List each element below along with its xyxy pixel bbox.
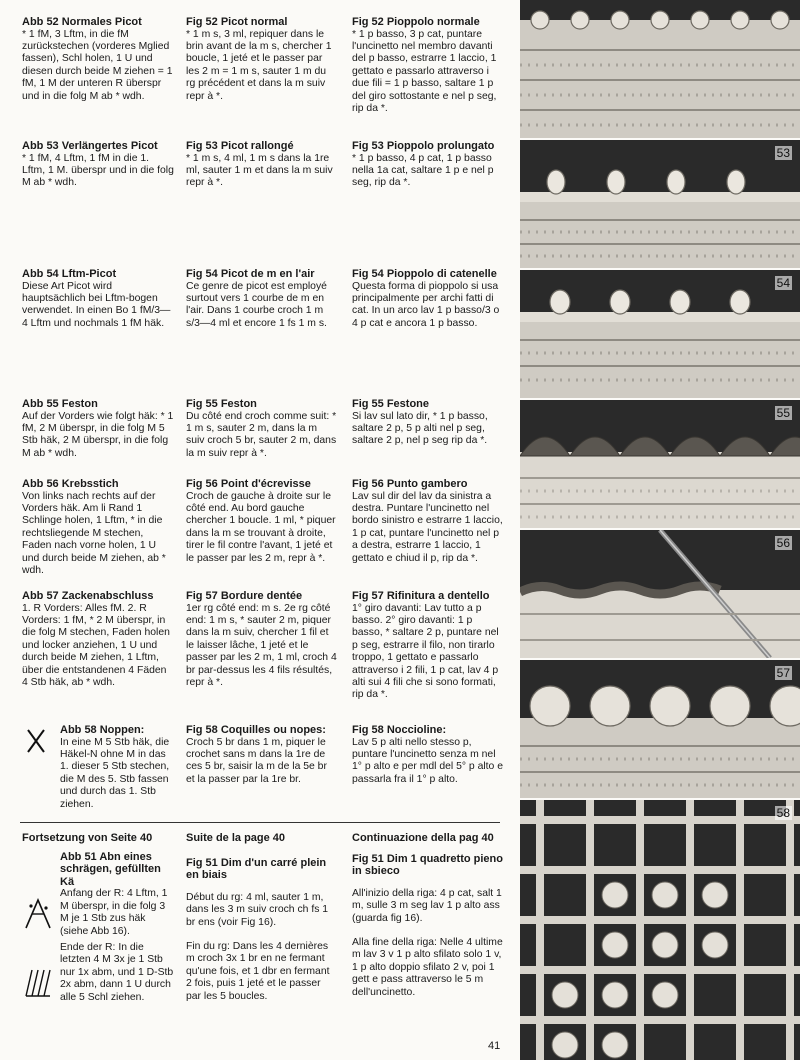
- entry-57-fr: [186, 590, 338, 689]
- swatch-label: 58: [776, 806, 790, 820]
- entry-53-de: [22, 140, 174, 190]
- entry-title: Fig 53 Picot rallongé: [186, 140, 294, 152]
- continuation-para: Anfang der R: 4 Lftm, 1 M überspr, in die folg 3 M je 1 Stb zus häk (siehe Abb 16).: [60, 888, 168, 937]
- entry-body: Lav sul dir del lav da sinistra a destra. Puntare l'uncinetto nel bordo sinistro e estrarre 1 laccio, 1 p cat, puntare l'uncinetto nel p a destra, estrarre 1 laccio, 1 gettato e chiud il p, rip da *.: [352, 490, 503, 564]
- continuation-header: Continuazione della pag 40: [352, 832, 494, 844]
- swatch-label: 55: [776, 406, 790, 420]
- crochet-photo-column: [520, 0, 800, 1060]
- entry-body: Croch 5 br dans 1 m, piquer le crochet sans m dans la 1re de ces 5 br, saisir la m de la 5e br et la passer par la 1re br.: [186, 736, 327, 785]
- entry-title: Fig 56 Punto gambero: [352, 478, 468, 490]
- entry-body: * 1 p basso, 4 p cat, 1 p basso nella 1a cat, saltare 1 p e nel p seg, rip da *.: [352, 152, 494, 189]
- continuation-para: Début du rg: 4 ml, sauter 1 m, dans les 3 m suiv croch ch fs 1 br ens (voir Fig 16).: [186, 891, 329, 928]
- entry-title: Fig 58 Coquilles ou nopes:: [186, 724, 326, 736]
- entry-title: Fig 55 Festone: [352, 398, 430, 410]
- entry-52-it: [352, 16, 504, 115]
- entry-body: Ce genre de picot est employé surtout vers 1 courbe de m en l'air. Dans 1 courbe croch 1 m s/3—4 ml et encore 1 fs 1 m s.: [186, 280, 327, 329]
- continuation-title: Fig 51 Dim d'un carré plein en biais: [186, 856, 327, 882]
- entry-title: Fig 58 Noccioline:: [352, 724, 447, 736]
- swatch-photo-53: [520, 140, 800, 268]
- swatch-photo-55: [520, 400, 800, 528]
- entry-55-fr: [186, 398, 338, 460]
- decrease-start-symbol-icon: [22, 898, 54, 932]
- swatch-label: 56: [776, 536, 790, 550]
- entry-title: Abb 55 Feston: [22, 398, 98, 410]
- continuation-it: [352, 832, 504, 999]
- swatch-label: 54: [776, 276, 790, 290]
- entry-56-de: [22, 478, 174, 577]
- entry-56-fr: [186, 478, 338, 565]
- entry-body: * 1 fM, 4 Lftm, 1 fM in die 1. Lftm, 1 M. überspr und in die folg M ab * wdh.: [22, 152, 174, 189]
- entry-title: Fig 52 Picot normal: [186, 16, 288, 28]
- continuation-header: Fortsetzung von Seite 40: [22, 832, 153, 844]
- entry-title: Abb 56 Krebsstich: [22, 478, 119, 490]
- swatch-label: 53: [776, 146, 790, 160]
- entry-title: Fig 56 Point d'écrevisse: [186, 478, 311, 490]
- swatch-photo-56: [520, 530, 800, 658]
- entry-body: 1er rg côté end: m s. 2e rg côté end: 1 m s, * sauter 2 m, piquer dans la m suiv, chercher 1 fil et le laisser lâche, 1 jeté et le passer par les 2 m, 1 ml, croch 4 br par-dessus les 4 fils résultés, repr à *.: [186, 602, 337, 689]
- entry-body: 1. R Vorders: Alles fM. 2. R Vorders: 1 fM, * 2 M überspr, in die folg M stechen, Faden holen und locker anziehen, 1 U und durch beide M ziehen, 1 Lftm, über die entstandenen 4 Fäden 4 Stb häk, ab * wdh.: [22, 602, 170, 689]
- entry-title: Fig 53 Pioppolo prolungato: [352, 140, 495, 152]
- swatch-photo-52: [520, 0, 800, 138]
- entry-53-it: [352, 140, 504, 190]
- swatch-photo-54: [520, 270, 800, 398]
- entry-body: Croch de gauche à droite sur le côté end. Au bord gauche chercher 1 boucle. 1 ml, * piquer dans la m se trouvant à droite, tirer le fil contre l'avant, 1 jeté et le passer par les 2 m, repr à *.: [186, 490, 336, 564]
- entry-body: Si lav sul lato dir, * 1 p basso, saltare 2 p, 5 p alti nel p seg, saltare 2 p, nel p seg rip da *.: [352, 410, 488, 447]
- entry-body: In eine M 5 Stb häk, die Häkel-N ohne M in das 1. dieser 5 Stb stechen, die M des 5. Stb fassen und durch das 1. Stb ziehen.: [60, 736, 170, 810]
- entry-54-de: [22, 268, 174, 330]
- entry-55-it: [352, 398, 504, 448]
- continuation-para: All'inizio della riga: 4 p cat, salt 1 m, sulle 3 m seg lav 1 p alto ass (guarda fig 16).: [352, 887, 502, 924]
- entry-body: Du côté end croch comme suit: * 1 m s, sauter 2 m, dans la m suiv croch 5 br, sauter 2 m, dans la m suiv repr à *.: [186, 410, 337, 459]
- entry-54-fr: [186, 268, 338, 330]
- entry-title: Fig 57 Bordure dentée: [186, 590, 303, 602]
- entry-56-it: [352, 478, 504, 565]
- entry-body: 1° giro davanti: Lav tutto a p basso. 2° giro davanti: 1 p basso, * saltare 2 p, puntare nel p seg, estrarre il filo, non tirarlo troppo, 1 gettato e passarlo attraverso i 2 fili, 1 p cat, lav 4 p alti sui 4 fili che si sono formati, rip da *.: [352, 602, 499, 701]
- continuation-title: Abb 51 Abn eines schrägen, gefüllten Kä: [60, 850, 161, 888]
- entry-body: Lav 5 p alti nello stesso p, puntare l'uncinetto senza m nel 1° p alto e per mdl del 5° p alto e passarla fra il 1° p alto.: [352, 736, 503, 785]
- entry-53-fr: [186, 140, 338, 190]
- entry-body: * 1 m s, 3 ml, repiquer dans le brin avant de la m s, chercher 1 boucle, 1 jeté et le passer par les 2 m = 1 m s, sauter 1 m du rg précédent et dans la m suiv repr à *.: [186, 28, 332, 102]
- decrease-end-symbol-icon: [22, 966, 54, 1000]
- entry-title: Abb 57 Zackenabschluss: [22, 590, 154, 602]
- entry-title: Fig 57 Rifinitura a dentello: [352, 590, 490, 602]
- entry-58-fr: [186, 724, 338, 786]
- entry-body: Questa forma di pioppolo si usa principalmente per archi fatti di cat. In un arco lav 1 p basso/3 o 4 p cat e ancora 1 p basso.: [352, 280, 500, 329]
- entry-title: Fig 54 Pioppolo di catenelle: [352, 268, 497, 280]
- entry-title: Fig 54 Picot de m en l'air: [186, 268, 315, 280]
- entry-title: Abb 58 Noppen:: [60, 724, 145, 736]
- continuation-title: Fig 51 Dim 1 quadretto pieno in sbieco: [352, 852, 503, 878]
- continuation-para: Ende der R: In die letzten 4 M 3x je 1 Stb nur 1x abm, und 1 D-Stb 2x abm, dann 1 U durch alle 5 Schl ziehen.: [60, 942, 174, 1003]
- entry-title: Fig 52 Pioppolo normale: [352, 16, 480, 28]
- entry-57-it: [352, 590, 504, 702]
- entry-body: Diese Art Picot wird hauptsächlich bei Lftm-bogen verwendet. In einen Bo 1 fM/3—4 Lftm und nochmals 1 fM häk.: [22, 280, 171, 329]
- entry-body: * 1 m s, 4 ml, 1 m s dans la 1re ml, sauter 1 m et dans la m suiv repr à *.: [186, 152, 333, 189]
- entry-54-it: [352, 268, 504, 330]
- bobble-stitch-symbol-icon: [24, 728, 48, 754]
- entry-58-it: [352, 724, 504, 786]
- entry-58-de: [60, 724, 174, 811]
- continuation-para: Fin du rg: Dans les 4 dernières m croch 3x 1 br en ne fermant qu'une fois, et 1 dbr en fermant 2 fois, puis 1 jeté et le passer par les 5 boucles.: [186, 941, 330, 1002]
- continuation-para: Alla fine della riga: Nelle 4 ultime m lav 3 v 1 p alto sfilato solo 1 v, 1 p alto doppio sfilato 2 v, poi 1 gett e pass attraverso le 5 m dell'uncinetto.: [352, 937, 503, 998]
- entry-52-de: [22, 16, 174, 103]
- continuation-fr: [186, 832, 338, 1003]
- entry-55-de: [22, 398, 174, 460]
- page-number: 41: [488, 1040, 501, 1052]
- entry-title: Abb 54 Lftm-Picot: [22, 268, 117, 280]
- continuation-header: Suite de la page 40: [186, 832, 286, 844]
- entry-title: Fig 55 Feston: [186, 398, 257, 410]
- entry-body: Von links nach rechts auf der Vorders häk. Am li Rand 1 Schlinge holen, 1 Lftm, * in die rechtsliegende M stechen, Faden nach vorne holen, 1 U und durch beide M ziehen, ab * wdh.: [22, 490, 166, 577]
- entry-body: Auf der Vorders wie folgt häk: * 1 fM, 2 M überspr, in die folg M 5 Stb häk, 2 M überspr, in die folg M ab * wdh.: [22, 410, 174, 459]
- swatch-photo-58: [520, 800, 800, 1060]
- swatch-label: 57: [776, 666, 790, 680]
- entry-52-fr: [186, 16, 338, 103]
- entry-body: * 1 p basso, 3 p cat, puntare l'uncinetto nel membro davanti del p basso, estrarre 1 laccio, 1 gettato e passarlo attraverso i due fili = 1 p basso, saltare 1 p del giro sottostante e nel p seg, rip da *.: [352, 28, 497, 115]
- section-divider: [20, 822, 500, 823]
- entry-body: * 1 fM, 3 Lftm, in die fM zurückstechen (vorderes Mglied fassen), Schl holen, 1 U und diesen durch beide M ziehen = 1 fM, 1 M der unteren R überspr und in die folg M ab * wdh.: [22, 28, 173, 102]
- swatch-photo-57: [520, 660, 800, 798]
- entry-57-de: [22, 590, 174, 689]
- entry-title: Abb 52 Normales Picot: [22, 16, 142, 28]
- entry-title: Abb 53 Verlängertes Picot: [22, 140, 158, 152]
